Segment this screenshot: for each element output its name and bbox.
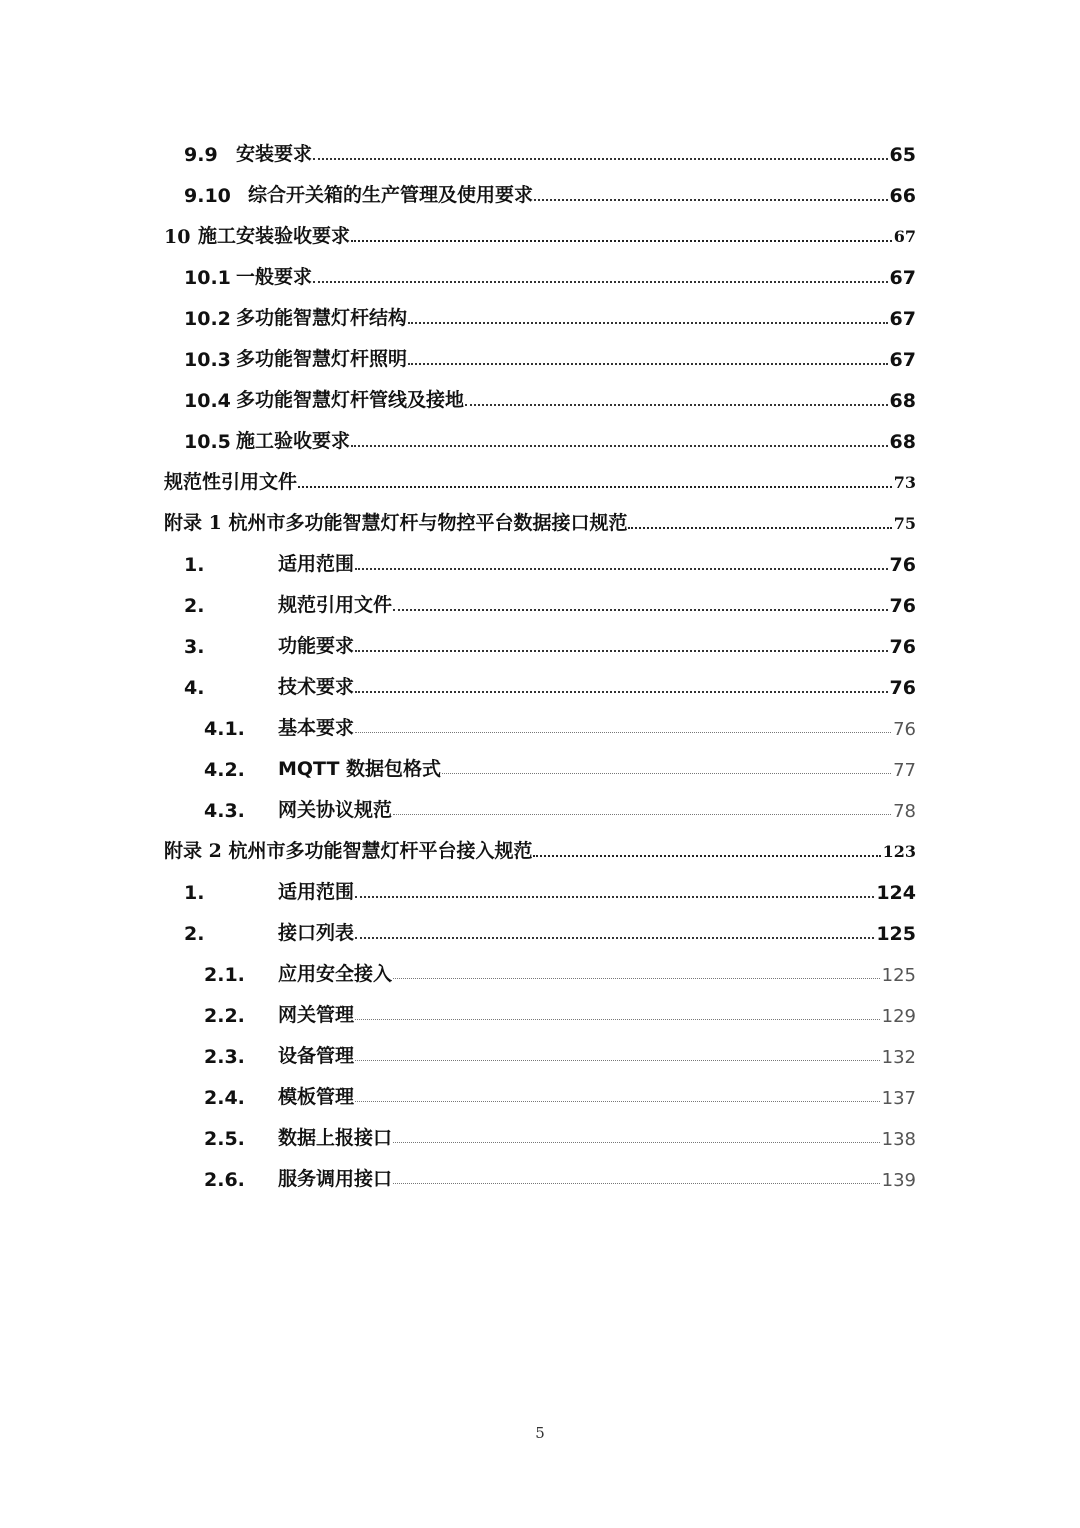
toc-entry[interactable] xyxy=(184,905,916,945)
toc-entry-page-number: 125 xyxy=(881,965,916,986)
toc-entry[interactable] xyxy=(204,946,916,986)
toc-entry[interactable] xyxy=(184,126,916,166)
dot-leader xyxy=(313,158,888,160)
toc-entry[interactable] xyxy=(184,659,916,699)
dot-leader xyxy=(313,281,888,283)
toc-entry-title: 网关协议规范 xyxy=(278,799,393,821)
toc-entry[interactable] xyxy=(184,577,916,617)
toc-entry[interactable] xyxy=(164,495,916,535)
toc-entry-title: 施工安装验收要求 xyxy=(198,225,351,247)
toc-entry-title: 多功能智慧灯杆照明 xyxy=(236,348,408,370)
toc-entry[interactable] xyxy=(164,208,916,248)
toc-entry[interactable] xyxy=(164,454,916,494)
toc-entry-title: 多功能智慧灯杆结构 xyxy=(236,307,408,329)
toc-entry-title: 技术要求 xyxy=(278,676,355,698)
dot-leader xyxy=(408,322,888,324)
toc-entry-number: 10.2 xyxy=(184,308,231,330)
toc-entry-page-number: 65 xyxy=(889,144,916,166)
toc-entry-page-number: 124 xyxy=(876,882,916,904)
toc-entry-title: 附录 1 杭州市多功能智慧灯杆与物控平台数据接口规范 xyxy=(164,512,628,534)
toc-entry-page-number: 67 xyxy=(889,349,916,371)
toc-entry-title: 适用范围 xyxy=(278,553,355,575)
dot-leader xyxy=(393,978,880,979)
toc-entry-number: 2. xyxy=(184,595,205,617)
toc-entry-number: 2.4. xyxy=(204,1087,245,1109)
toc-entry[interactable] xyxy=(184,536,916,576)
dot-leader xyxy=(628,527,891,529)
toc-entry-number: 2.6. xyxy=(204,1169,245,1191)
toc-entry-number: 10 xyxy=(164,226,191,248)
toc-entry-number: 4. xyxy=(184,677,205,699)
toc-entry-number: 1. xyxy=(184,554,205,576)
toc-entry-title: 规范性引用文件 xyxy=(164,471,298,493)
toc-entry[interactable] xyxy=(184,290,916,330)
dot-leader xyxy=(355,937,874,939)
toc-entry-number: 2. xyxy=(184,923,205,945)
toc-entry-number: 4.3. xyxy=(204,800,245,822)
dot-leader xyxy=(393,609,888,611)
toc-entry-page-number: 129 xyxy=(881,1006,916,1027)
dot-leader xyxy=(442,773,891,774)
toc-entry-title: 服务调用接口 xyxy=(278,1168,393,1190)
toc-entry-page-number: 132 xyxy=(881,1047,916,1068)
dot-leader xyxy=(393,1183,880,1184)
toc-entry-page-number: 67 xyxy=(893,227,916,246)
dot-leader xyxy=(355,1060,880,1061)
toc-entry-page-number: 78 xyxy=(893,801,916,822)
toc-entry-page-number: 75 xyxy=(893,514,916,533)
toc-entry-title: 应用安全接入 xyxy=(278,963,393,985)
toc-entry-number: 4.2. xyxy=(204,759,245,781)
toc-entry-title: 网关管理 xyxy=(278,1004,355,1026)
dot-leader xyxy=(351,240,892,242)
dot-leader xyxy=(355,896,874,898)
dot-leader xyxy=(355,1019,880,1020)
dot-leader xyxy=(533,855,880,857)
toc-entry[interactable] xyxy=(184,864,916,904)
toc-entry-number: 10.5 xyxy=(184,431,231,453)
toc-entry[interactable] xyxy=(204,987,916,1027)
toc-entry-number: 10.4 xyxy=(184,390,231,412)
toc-entry-title: 一般要求 xyxy=(236,266,313,288)
toc-entry-title: MQTT 数据包格式 xyxy=(278,758,442,780)
toc-entry-title: 数据上报接口 xyxy=(278,1127,393,1149)
toc-entry-page-number: 73 xyxy=(893,473,916,492)
toc-entry-title: 综合开关箱的生产管理及使用要求 xyxy=(248,184,534,206)
toc-entry-page-number: 68 xyxy=(889,390,916,412)
toc-entry[interactable] xyxy=(184,331,916,371)
toc-entry[interactable] xyxy=(164,823,916,863)
dot-leader xyxy=(534,199,888,201)
dot-leader xyxy=(355,650,888,652)
toc-entry-page-number: 125 xyxy=(876,923,916,945)
toc-entry-title: 规范引用文件 xyxy=(278,594,393,616)
toc-entry-title: 施工验收要求 xyxy=(236,430,351,452)
dot-leader xyxy=(298,486,892,488)
toc-entry[interactable] xyxy=(184,249,916,289)
toc-entry-page-number: 76 xyxy=(893,719,916,740)
toc-entry-number: 1. xyxy=(184,882,205,904)
toc-entry-title: 模板管理 xyxy=(278,1086,355,1108)
toc-entry[interactable] xyxy=(204,741,916,781)
toc-entry-number: 2.1. xyxy=(204,964,245,986)
toc-entry-page-number: 139 xyxy=(881,1170,916,1191)
dot-leader xyxy=(355,1101,880,1102)
toc-entry-page-number: 137 xyxy=(881,1088,916,1109)
toc-entry-number: 2.3. xyxy=(204,1046,245,1068)
dot-leader xyxy=(393,1142,880,1143)
toc-entry[interactable] xyxy=(204,700,916,740)
toc-entry-number: 2.5. xyxy=(204,1128,245,1150)
toc-entry-number: 9.10 xyxy=(184,185,231,207)
dot-leader xyxy=(355,732,891,733)
toc-entry[interactable] xyxy=(204,1151,916,1191)
toc-entry-page-number: 138 xyxy=(881,1129,916,1150)
toc-entry-page-number: 77 xyxy=(893,760,916,781)
toc-entry-title: 安装要求 xyxy=(236,143,313,165)
toc-entry-number: 9.9 xyxy=(184,144,218,166)
toc-entry-page-number: 67 xyxy=(889,267,916,289)
toc-entry-page-number: 76 xyxy=(889,677,916,699)
toc-entry[interactable] xyxy=(204,782,916,822)
toc-entry[interactable] xyxy=(184,618,916,658)
toc-entry-number: 2.2. xyxy=(204,1005,245,1027)
toc-entry-title: 适用范围 xyxy=(278,881,355,903)
dot-leader xyxy=(351,445,888,447)
toc-entry-page-number: 68 xyxy=(889,431,916,453)
toc-entry-page-number: 67 xyxy=(889,308,916,330)
toc-entry[interactable] xyxy=(204,1028,916,1068)
dot-leader xyxy=(355,568,888,570)
toc-entry[interactable] xyxy=(204,1110,916,1150)
toc-entry[interactable] xyxy=(184,167,916,207)
dot-leader xyxy=(393,814,891,815)
toc-entry-number: 4.1. xyxy=(204,718,245,740)
toc-entry-number: 10.3 xyxy=(184,349,231,371)
toc-entry-number: 3. xyxy=(184,636,205,658)
toc-entry-title: 接口列表 xyxy=(278,922,355,944)
toc-entry-page-number: 76 xyxy=(889,554,916,576)
toc-entry-page-number: 76 xyxy=(889,595,916,617)
toc-entry-title: 功能要求 xyxy=(278,635,355,657)
dot-leader xyxy=(408,363,888,365)
toc-entry-title: 多功能智慧灯杆管线及接地 xyxy=(236,389,465,411)
toc-entry-page-number: 123 xyxy=(882,842,916,861)
toc-entry-page-number: 66 xyxy=(889,185,916,207)
toc-entry-title: 设备管理 xyxy=(278,1045,355,1067)
toc-entry[interactable] xyxy=(184,413,916,453)
toc-entry-page-number: 76 xyxy=(889,636,916,658)
toc-entry[interactable] xyxy=(184,372,916,412)
toc-entry[interactable] xyxy=(204,1069,916,1109)
page-number: 5 xyxy=(535,1424,545,1442)
dot-leader xyxy=(355,691,888,693)
toc-entry-number: 10.1 xyxy=(184,267,231,289)
toc-entry-title: 基本要求 xyxy=(278,717,355,739)
dot-leader xyxy=(465,404,888,406)
toc-entry-title: 附录 2 杭州市多功能智慧灯杆平台接入规范 xyxy=(164,840,533,862)
